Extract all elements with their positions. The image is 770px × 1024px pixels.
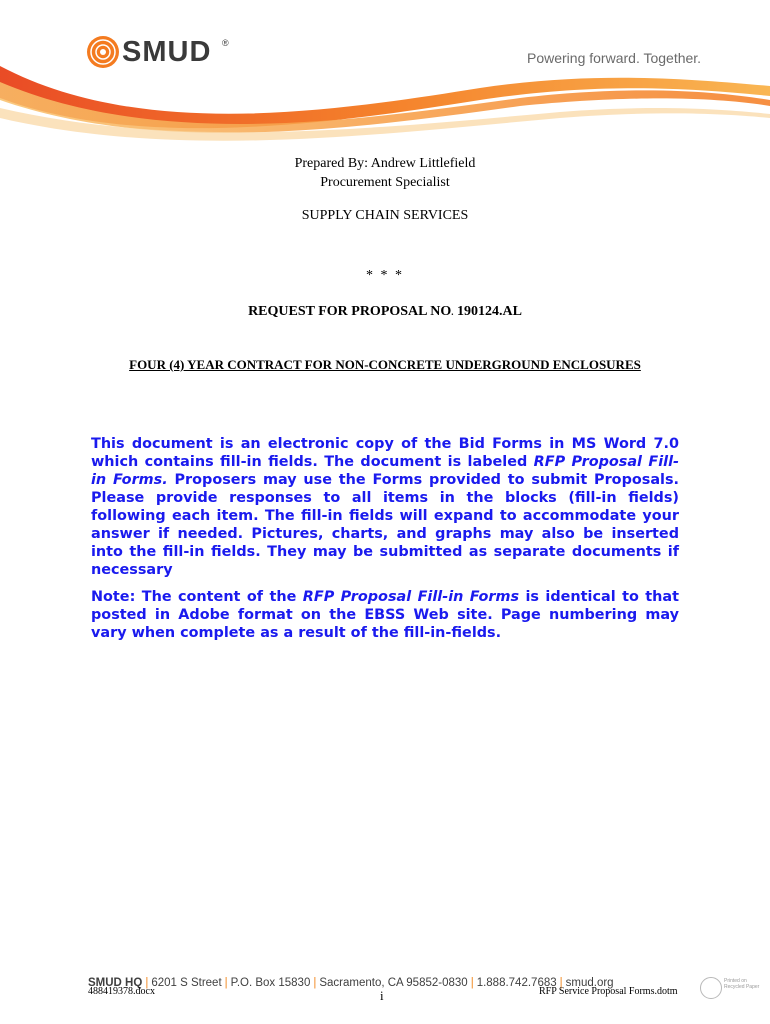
preparer-role: Procurement Specialist — [320, 175, 450, 190]
footer-street: 6201 S Street — [151, 977, 222, 989]
recycled-paper-label: Printed on Recycled Paper — [724, 978, 760, 990]
smud-logo: SMUD — [122, 36, 212, 68]
page-number: i — [380, 988, 384, 1003]
prepared-by-block — [0, 154, 770, 192]
page-header — [0, 0, 770, 150]
prepared-by: Prepared By: Andrew Littlefield — [294, 156, 476, 171]
rfp-dot: . — [451, 307, 454, 317]
footer-hq: SMUD HQ — [88, 977, 143, 989]
instructions-note — [91, 435, 679, 579]
footer-phone: 1.888.742.7683 — [476, 977, 557, 989]
footer-pobox: P.O. Box 15830 — [230, 977, 311, 989]
footer-city: Sacramento, CA 95852-0830 — [319, 977, 468, 989]
orange-swoosh-graphic — [0, 0, 770, 150]
recycle-icon — [700, 977, 722, 999]
rfp-number: 190124.AL — [456, 304, 522, 319]
note1-form-name: RFP Proposal Fill-in Forms. — [91, 454, 679, 488]
footer-web: smud.org — [565, 977, 614, 989]
note2-form-name: RFP Proposal Fill-in Forms — [302, 589, 520, 605]
smud-logo-mark — [87, 36, 119, 68]
content-note — [91, 588, 679, 642]
department: SUPPLY CHAIN SERVICES — [301, 208, 469, 223]
footer-sep: | — [224, 977, 228, 989]
footer-sep: | — [559, 977, 563, 989]
footer-sep: | — [313, 977, 317, 989]
tagline: Powering forward. Together. — [527, 50, 702, 66]
note1-text-a: This document is an electronic copy of the Bid Forms in MS Word 7.0 which contains fill-in fields. The document is labeled — [91, 436, 679, 470]
footer-template-name: RFP Service Proposal Forms.dotm — [539, 986, 678, 997]
contract-title: FOUR (4) YEAR CONTRACT FOR NON-CONCRETE UNDERGROUND ENCLOSURES — [129, 357, 641, 372]
footer-address — [88, 977, 614, 989]
rfp-number-line — [0, 304, 770, 320]
separator: * * * — [366, 268, 404, 283]
footer-sep: | — [470, 977, 474, 989]
registered-mark: ® — [222, 38, 229, 48]
rfp-prefix: REQUEST FOR PROPOSAL NO — [248, 304, 452, 319]
note2-text-a: Note: The content of the — [91, 589, 303, 605]
footer-sep: | — [145, 977, 149, 989]
note2-text-c: is identical to that posted in Adobe format on the EBSS Web site. Page numbering may vary when complete as a result of the fill-in-fields. — [91, 589, 679, 641]
note1-text-c: Proposers may use the Forms provided to submit Proposals. Please provide responses to all items in the blocks (fill-in fields) following each item. The fill-in fields will expand to accommodate your answer if needed. Pictures, charts, and graphs may also be inserted into the fill-in fields. They may be submitted as separate documents if necessary — [91, 472, 679, 578]
footer-doc-id: 488419378.docx — [88, 986, 155, 997]
